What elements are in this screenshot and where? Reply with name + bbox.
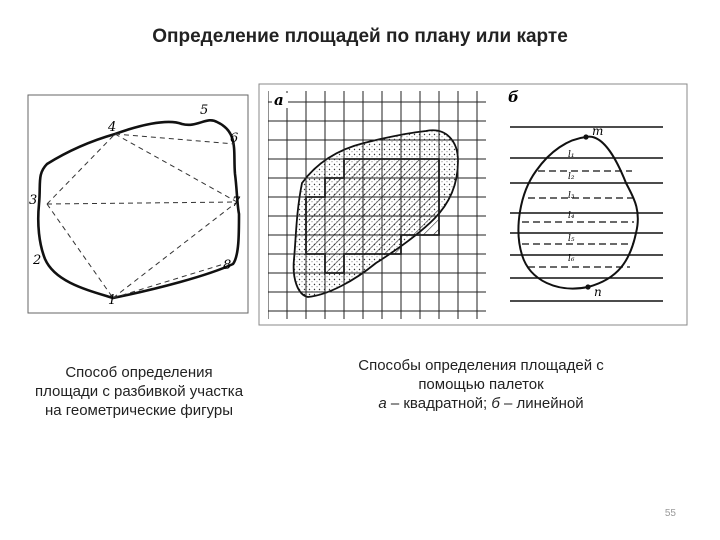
point-label-1: 1 [108, 293, 117, 308]
plot-boundary [38, 120, 239, 298]
left-caption-line-1: Способ определения [65, 364, 213, 381]
caption-b-letter: б [491, 395, 500, 412]
square-palette [268, 91, 486, 319]
caption-linear-text: – линейной [499, 395, 584, 412]
left-caption-line-2: площади с разбивкой участка [34, 383, 244, 400]
linear-palette [508, 88, 663, 301]
right-caption-line-3 [318, 394, 644, 413]
chord-label-3: l₃ [568, 191, 575, 201]
chord-label-6: l₆ [568, 254, 575, 264]
point-label-2: 2 [33, 253, 42, 268]
panel-a-label: а [274, 91, 284, 109]
palettes-figure [258, 83, 688, 326]
point-label-7: 7 [232, 195, 241, 210]
point-label-3: 3 [29, 193, 38, 208]
point-label-5: 5 [200, 103, 209, 118]
left-caption [8, 363, 270, 420]
right-caption-line-1: Способы определения площадей с [358, 357, 604, 374]
page-number: 55 [664, 508, 676, 519]
left-caption-line-3: на геометрические фигуры [44, 402, 234, 419]
point-label-4: 4 [108, 120, 117, 135]
caption-square-text: – квадратной; [386, 395, 492, 412]
slide-title: Определение площадей по плану или карте [152, 26, 568, 47]
right-caption [318, 356, 644, 413]
panel-b-label: б [508, 88, 519, 106]
point-label-6: 6 [230, 131, 239, 146]
chord-label-2: l₂ [568, 172, 575, 182]
right-caption-line-2: помощью палеток [418, 376, 544, 393]
chord-label-4: l₄ [568, 211, 575, 221]
point-n-label: n [594, 285, 602, 299]
chord-label-1: l₁ [568, 150, 575, 160]
point-m-label: m [592, 124, 604, 138]
chord-label-5: l₅ [568, 234, 575, 244]
geometric-division-figure [27, 94, 249, 314]
point-label-8: 8 [223, 258, 232, 273]
caption-a-letter: а [378, 395, 387, 412]
